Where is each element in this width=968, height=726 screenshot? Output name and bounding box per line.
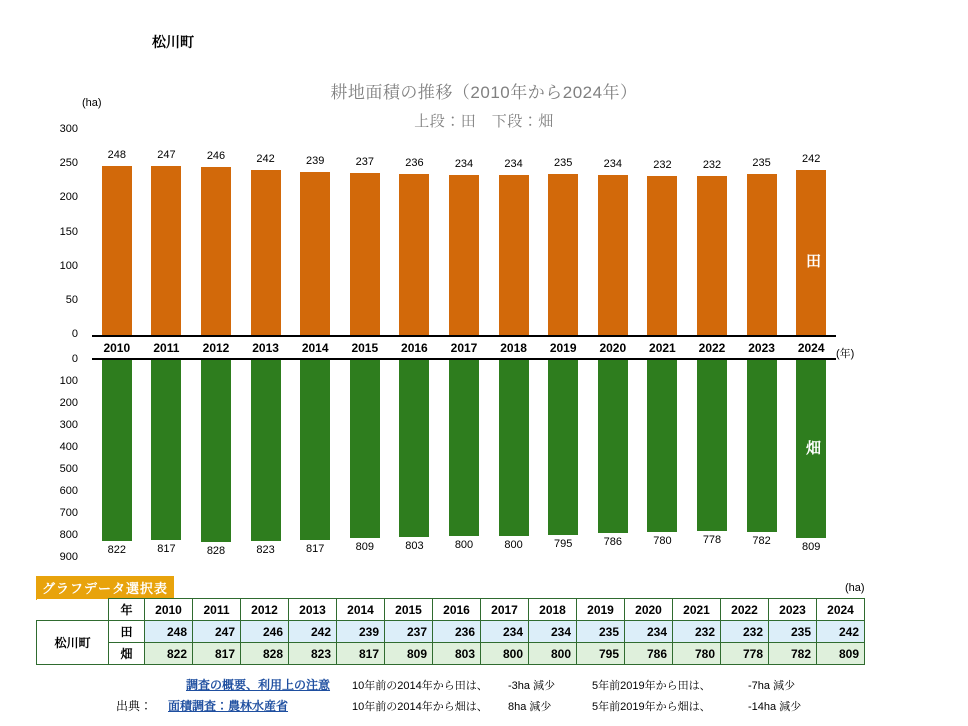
y-axis-unit-label: (ha) — [82, 97, 102, 109]
table-cell-畑-2023: 782 — [769, 643, 817, 665]
bar-value-ta-2020: 234 — [603, 158, 622, 170]
y-tick-ta-250: 250 — [59, 157, 78, 170]
table-cell-田-2016: 236 — [433, 621, 481, 643]
bar-hatake-2012 — [201, 360, 231, 542]
table-cell-畑-2019: 795 — [577, 643, 625, 665]
table-row-header-田[interactable]: 田 — [109, 621, 145, 643]
y-tick-ta-200: 200 — [59, 191, 78, 204]
table-col-header-2024[interactable]: 2024 — [817, 599, 865, 621]
bar-value-ta-2023: 235 — [752, 157, 771, 169]
y-tick-hatake-500: 500 — [59, 463, 78, 475]
bar-hatake-2013 — [251, 360, 281, 541]
x-label-2015: 2015 — [351, 341, 379, 355]
table-cell-田-2023: 235 — [769, 621, 817, 643]
bar-value-hatake-2024: 809 — [802, 541, 821, 553]
bar-value-hatake-2022: 778 — [702, 534, 722, 546]
note-hatake-5y-value: -14ha 減少 — [748, 701, 802, 713]
table-col-header-2010[interactable]: 2010 — [145, 599, 193, 621]
bar-hatake-2020 — [598, 360, 628, 533]
table-heading: グラフデータ選択表 — [36, 576, 174, 600]
bar-value-hatake-2014: 817 — [306, 543, 325, 555]
table-cell-田-2017: 234 — [481, 621, 529, 643]
table-col-header-2021[interactable]: 2021 — [673, 599, 721, 621]
table-col-header-2013[interactable]: 2013 — [289, 599, 337, 621]
x-label-2019: 2019 — [549, 341, 577, 355]
table-cell-畑-2017: 800 — [481, 643, 529, 665]
bar-value-hatake-2020: 786 — [603, 536, 622, 548]
bar-ta-2016 — [399, 174, 429, 335]
x-label-2020: 2020 — [599, 341, 627, 355]
x-label-2024: 2024 — [797, 341, 825, 355]
x-label-2014: 2014 — [301, 341, 329, 355]
x-axis-unit-label: (年) — [836, 348, 855, 360]
source-link[interactable]: 面積調査：農林水産省 — [168, 699, 289, 713]
bar-ta-2015 — [350, 173, 380, 335]
table-year-label: 年 — [109, 599, 145, 621]
table-cell-畑-2020: 786 — [625, 643, 673, 665]
table-cell-田-2020: 234 — [625, 621, 673, 643]
table-col-header-2017[interactable]: 2017 — [481, 599, 529, 621]
y-tick-hatake-400: 400 — [59, 441, 78, 453]
bar-ta-2018 — [499, 175, 529, 335]
bar-value-hatake-2021: 780 — [653, 535, 672, 547]
table-col-header-2014[interactable]: 2014 — [337, 599, 385, 621]
bar-value-ta-2012: 246 — [206, 150, 226, 162]
y-tick-hatake-800: 800 — [59, 529, 78, 541]
table-cell-畑-2016: 803 — [433, 643, 481, 665]
table-col-header-2018[interactable]: 2018 — [529, 599, 577, 621]
table-col-header-2016[interactable]: 2016 — [433, 599, 481, 621]
table-cell-畑-2011: 817 — [193, 643, 241, 665]
bar-value-hatake-2015: 809 — [355, 541, 374, 553]
table-cell-田-2013: 242 — [289, 621, 337, 643]
x-label-2017: 2017 — [450, 341, 478, 355]
table-col-header-2015[interactable]: 2015 — [385, 599, 433, 621]
table-cell-田-2014: 239 — [337, 621, 385, 643]
note-hatake-10y-value: 8ha 減少 — [508, 701, 552, 713]
y-tick-hatake-700: 700 — [59, 507, 78, 519]
table-col-header-2011[interactable]: 2011 — [193, 599, 241, 621]
note-ta-5y-value: -7ha 減少 — [748, 680, 796, 692]
bar-value-ta-2018: 234 — [504, 158, 523, 170]
bar-value-ta-2022: 232 — [702, 159, 722, 171]
bar-ta-2020 — [598, 175, 628, 335]
table-cell-畑-2021: 780 — [673, 643, 721, 665]
x-label-2021: 2021 — [649, 341, 676, 355]
table-cell-田-2019: 235 — [577, 621, 625, 643]
table-unit-label: (ha) — [845, 582, 865, 594]
bar-hatake-2010 — [102, 360, 132, 541]
x-label-2016: 2016 — [401, 341, 428, 355]
bar-ta-2014 — [300, 172, 330, 335]
y-tick-ta-50: 50 — [65, 293, 78, 306]
table-cell-田-2022: 232 — [721, 621, 769, 643]
table-header-row — [37, 599, 865, 621]
y-tick-ta-150: 150 — [59, 225, 78, 238]
y-tick-ta-0: 0 — [71, 328, 78, 340]
bar-hatake-2011 — [151, 360, 181, 540]
bar-hatake-2023 — [747, 360, 777, 532]
bar-value-hatake-2010: 822 — [107, 544, 126, 556]
bar-ta-2022 — [697, 176, 727, 335]
table-corner-cell — [37, 599, 109, 621]
bar-value-ta-2024: 242 — [802, 153, 821, 165]
x-label-2023: 2023 — [748, 341, 775, 355]
bar-value-hatake-2018: 800 — [504, 539, 523, 551]
note-ta-5y-text: 5年前2019年から田は、 — [592, 680, 711, 692]
table-cell-畑-2010: 822 — [145, 643, 193, 665]
source-label: 出典： — [116, 699, 153, 713]
table-cell-田-2018: 234 — [529, 621, 577, 643]
bar-value-hatake-2016: 803 — [405, 540, 424, 552]
survey-notes-link[interactable]: 調査の概要、利用上の注意 — [186, 678, 331, 692]
y-tick-hatake-100: 100 — [59, 375, 78, 387]
x-label-2018: 2018 — [500, 341, 527, 355]
bar-value-hatake-2011: 817 — [157, 543, 176, 555]
table-cell-田-2011: 247 — [193, 621, 241, 643]
table-row — [37, 643, 865, 665]
data-table — [36, 598, 865, 665]
bar-hatake-2015 — [350, 360, 380, 538]
bar-ta-2019 — [548, 174, 578, 335]
y-tick-ta-300: 300 — [59, 123, 78, 135]
y-tick-hatake-200: 200 — [59, 397, 78, 409]
chart-title: 耕地面積の推移（2010年から2024年） — [330, 83, 638, 102]
bar-hatake-2014 — [300, 360, 330, 540]
y-tick-hatake-900: 900 — [59, 551, 78, 563]
bar-value-ta-2019: 235 — [554, 157, 573, 169]
table-row — [37, 621, 865, 643]
table-cell-田-2021: 232 — [673, 621, 721, 643]
bar-ta-2013 — [251, 170, 281, 335]
table-cell-田-2010: 248 — [145, 621, 193, 643]
top-chart-axis — [92, 335, 836, 337]
note-hatake-5y-text: 5年前2019年から畑は、 — [592, 701, 711, 713]
table-row-header-畑[interactable]: 畑 — [109, 643, 145, 665]
note-ta-10y-value: -3ha 減少 — [508, 680, 556, 692]
bar-ta-2021 — [647, 176, 677, 335]
bar-value-ta-2015: 237 — [355, 156, 374, 168]
note-hatake-10y-text: 10年前の2014年から畑は、 — [352, 701, 488, 713]
bar-value-hatake-2023: 782 — [752, 535, 771, 547]
y-tick-hatake-300: 300 — [59, 419, 78, 431]
table-col-header-2012[interactable]: 2012 — [241, 599, 289, 621]
table-col-header-2019[interactable]: 2019 — [577, 599, 625, 621]
bottom-chart-plot-area — [92, 360, 836, 558]
table-cell-畑-2022: 778 — [721, 643, 769, 665]
table-cell-畑-2014: 817 — [337, 643, 385, 665]
bar-value-ta-2011: 247 — [157, 149, 176, 161]
table-cell-田-2012: 246 — [241, 621, 289, 643]
table-cell-田-2015: 237 — [385, 621, 433, 643]
bar-hatake-2018 — [499, 360, 529, 536]
bar-value-ta-2021: 232 — [653, 159, 672, 171]
bar-hatake-2017 — [449, 360, 479, 536]
table-col-header-2022[interactable]: 2022 — [721, 599, 769, 621]
bar-value-ta-2010: 248 — [107, 149, 126, 161]
table-col-header-2020[interactable]: 2020 — [625, 599, 673, 621]
chart-subtitle: 上段：田 下段：畑 — [414, 113, 554, 130]
y-tick-hatake-600: 600 — [59, 485, 78, 497]
bar-value-hatake-2019: 795 — [554, 538, 573, 550]
bar-ta-2012 — [201, 167, 231, 335]
bar-ta-2017 — [449, 175, 479, 335]
bar-hatake-2019 — [548, 360, 578, 535]
y-tick-ta-100: 100 — [59, 259, 78, 272]
bar-value-ta-2016: 236 — [405, 157, 424, 169]
bar-value-ta-2014: 239 — [306, 155, 325, 167]
bar-ta-2010 — [102, 166, 132, 335]
table-cell-畑-2015: 809 — [385, 643, 433, 665]
bar-ta-2011 — [151, 166, 181, 335]
x-label-2012: 2012 — [202, 341, 230, 355]
bar-value-hatake-2017: 800 — [454, 539, 474, 551]
table-cell-田-2024: 242 — [817, 621, 865, 643]
bar-value-ta-2017: 234 — [454, 158, 474, 170]
bar-ta-2023 — [747, 174, 777, 335]
bar-value-hatake-2013: 823 — [256, 544, 275, 556]
table-cell-畑-2018: 800 — [529, 643, 577, 665]
series-label-hatake: 畑 — [806, 440, 822, 457]
table-cell-畑-2012: 828 — [241, 643, 289, 665]
table-cell-畑-2024: 809 — [817, 643, 865, 665]
table-cell-畑-2013: 823 — [289, 643, 337, 665]
x-label-2011: 2011 — [153, 341, 180, 355]
y-tick-hatake-0: 0 — [71, 353, 78, 365]
bar-value-ta-2013: 242 — [256, 153, 275, 165]
bar-hatake-2022 — [697, 360, 727, 531]
series-label-ta: 田 — [806, 253, 822, 270]
table-col-header-2023[interactable]: 2023 — [769, 599, 817, 621]
bar-value-hatake-2012: 828 — [206, 545, 226, 557]
page-title: 松川町 — [152, 34, 194, 50]
note-ta-10y-text: 10年前の2014年から田は、 — [352, 680, 488, 692]
x-label-2022: 2022 — [698, 341, 726, 355]
x-label-2013: 2013 — [252, 341, 279, 355]
bar-hatake-2021 — [647, 360, 677, 532]
x-label-2010: 2010 — [103, 341, 131, 355]
table-row-header-town: 松川町 — [37, 621, 109, 665]
bar-hatake-2016 — [399, 360, 429, 537]
